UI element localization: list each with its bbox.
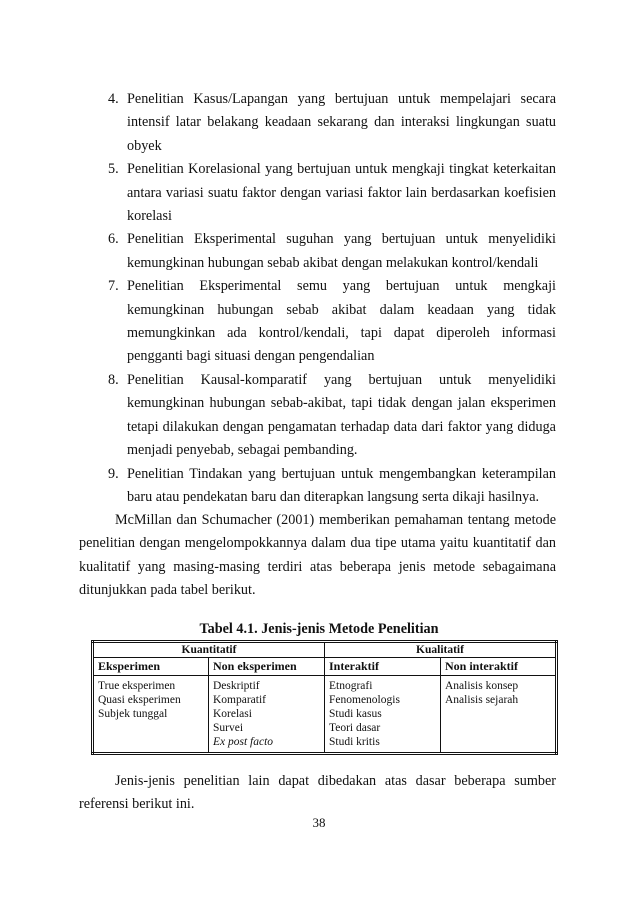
cell-item: Korelasi bbox=[213, 708, 252, 720]
list-item bbox=[108, 463, 556, 510]
list-item bbox=[108, 275, 556, 369]
list-item bbox=[108, 158, 556, 228]
cell-item: Ex post facto bbox=[213, 736, 274, 748]
cell-item: Subjek tunggal bbox=[98, 708, 168, 720]
table-group-row bbox=[93, 642, 557, 658]
cell-item: Studi kasus bbox=[329, 708, 382, 720]
cell-item: Studi kritis bbox=[329, 736, 380, 748]
page-number: 38 bbox=[312, 815, 326, 830]
col-header-interactive: Interaktif bbox=[325, 658, 441, 676]
list-text: Penelitian Eksperimental suguhan yang bertujuan untuk menyelidiki kemungkinan hubungan sebab akibat dengan melakukan kontrol/kendali bbox=[127, 231, 556, 271]
list-number: 5. bbox=[108, 161, 119, 178]
list-text: Penelitian Kasus/Lapangan yang bertujuan untuk mempelajari secara intensif latar belakang keadaan sekarang dan interaksi lingkungan suatu obyek bbox=[127, 91, 556, 154]
col-header-experimental: Eksperimen bbox=[93, 658, 209, 676]
list-number: 6. bbox=[108, 231, 119, 248]
list-text: Penelitian Eksperimental semu yang bertujuan untuk mengkaji kemungkinan hubungan sebab akibat dalam keadaan yang tidak memungkinkan ada kontrol/kendali, tapi dapat diperoleh informasi pengganti bagi situasi dengan pengendalian bbox=[127, 278, 556, 365]
cell-item: Deskriptif bbox=[213, 680, 260, 692]
col-header-non-experimental: Non eksperimen bbox=[209, 658, 325, 676]
table-caption: Tabel 4.1. Jenis-jenis Metode Penelitian bbox=[199, 621, 439, 637]
list-number: 9. bbox=[108, 465, 119, 482]
list-text: Penelitian Tindakan yang bertujuan untuk mengembangkan keterampilan baru atau pendekatan baru dan diterapkan langsung serta dikaji hasilnya. bbox=[127, 465, 556, 505]
cell-interactive bbox=[325, 676, 441, 754]
table-row bbox=[93, 676, 557, 754]
cell-item: Etnografi bbox=[329, 680, 373, 692]
cell-non-interactive bbox=[441, 676, 557, 754]
list-item bbox=[108, 369, 556, 463]
table-header-row bbox=[93, 658, 557, 676]
list-number: 8. bbox=[108, 371, 119, 388]
list-item bbox=[108, 88, 556, 158]
list-item bbox=[108, 228, 556, 275]
cell-item: Survei bbox=[213, 722, 244, 734]
cell-item: Quasi eksperimen bbox=[98, 694, 181, 706]
method-list bbox=[108, 88, 556, 509]
group-header-quantitative: Kuantitatif bbox=[93, 642, 325, 658]
cell-non-experimental bbox=[209, 676, 325, 754]
col-header-non-interactive: Non interaktif bbox=[441, 658, 557, 676]
list-number: 4. bbox=[108, 91, 119, 107]
list-number: 7. bbox=[108, 278, 119, 295]
cell-item: Analisis sejarah bbox=[445, 694, 519, 706]
cell-experimental bbox=[93, 676, 209, 754]
cell-item: Fenomenologis bbox=[329, 694, 400, 706]
cell-item: Komparatif bbox=[213, 694, 267, 706]
intro-paragraph: McMillan dan Schumacher (2001) memberikan pemahaman tentang metode penelitian dengan mengelompokkannya dalam dua tipe utama yaitu kuantitatif dan kualitatif yang masing-masing terdiri atas beberapa jenis metode sebagaimana ditunjukkan pada tabel berikut. bbox=[79, 512, 556, 599]
group-header-qualitative: Kualitatif bbox=[325, 642, 557, 658]
list-text: Penelitian Korelasional yang bertujuan untuk mengkaji tingkat keterkaitan antara variasi suatu faktor dengan variasi faktor lain berdasarkan koefisien korelasi bbox=[127, 161, 556, 225]
closing-paragraph: Jenis-jenis penelitian lain dapat dibedakan atas dasar beberapa sumber referensi berikut ini. bbox=[79, 773, 556, 813]
cell-item: True eksperimen bbox=[98, 680, 176, 692]
cell-item: Analisis konsep bbox=[445, 680, 519, 692]
cell-item: Teori dasar bbox=[329, 722, 381, 734]
methods-table bbox=[91, 640, 558, 755]
list-text: Penelitian Kausal-komparatif yang bertujuan untuk menyelidiki kemungkinan hubungan sebab-akibat, tapi tidak dengan jalan eksperimen tetapi dilakukan dengan pengamatan terhadap data dari faktor yang diduga menjadi penyebab, sebagai pembanding. bbox=[127, 371, 556, 459]
